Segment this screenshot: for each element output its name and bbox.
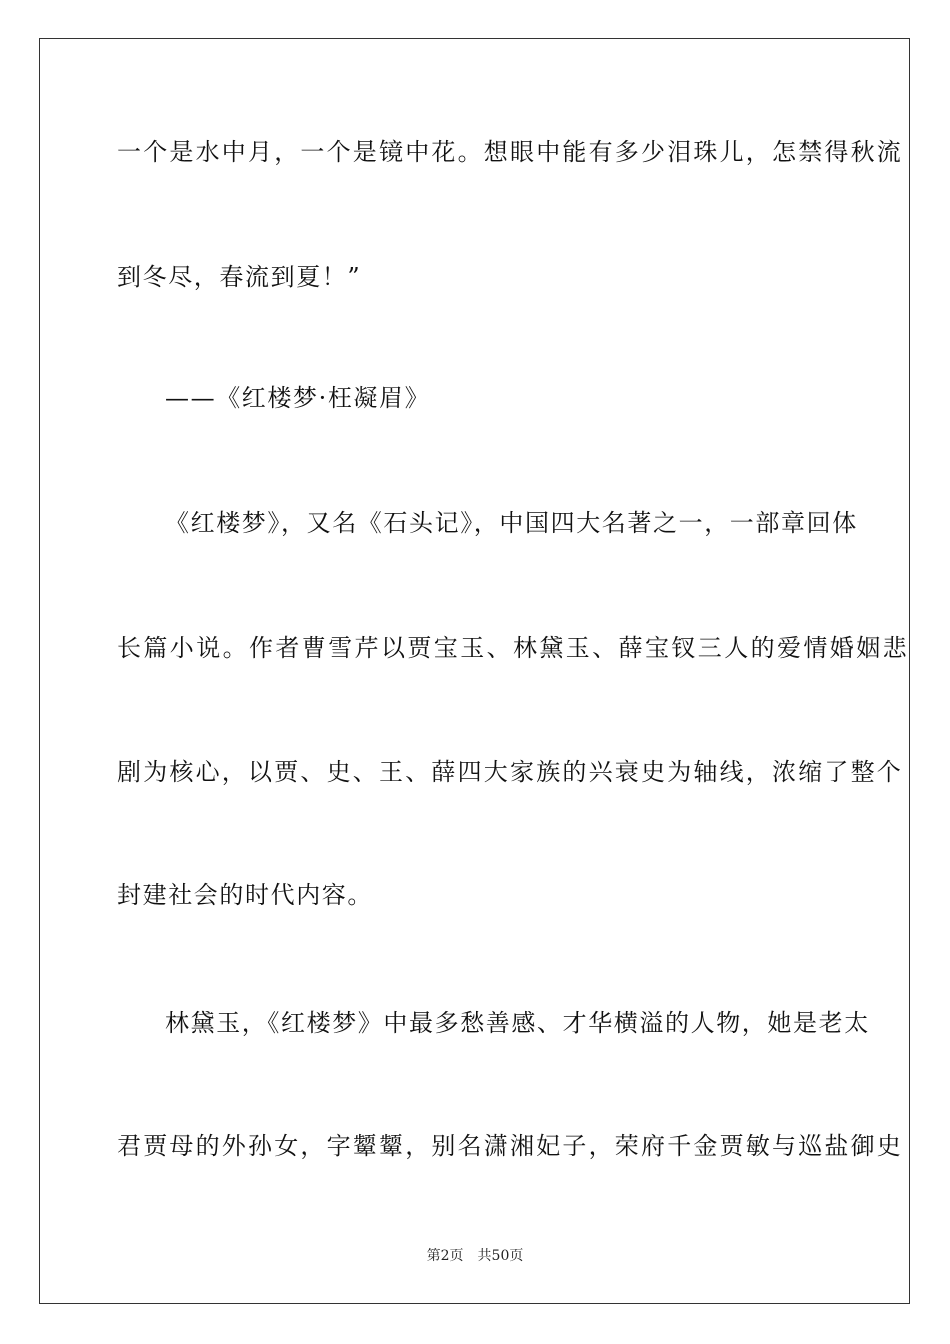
paragraph-1-line-1: 《红楼梦》，又名《石头记》，中国四大名著之一，一部章回体 — [165, 509, 858, 537]
citation-line: ——《红楼梦·枉凝眉》 — [165, 384, 431, 412]
page-number: 第2页 — [426, 1248, 464, 1264]
paragraph-2-line-2: 君贾母的外孙女，字颦颦，别名潇湘妃子，荣府千金贾敏与巡盐御史 — [117, 1132, 903, 1160]
text-line-2: 到冬尽，春流到夏！” — [117, 263, 362, 291]
paragraph-1-line-4: 封建社会的时代内容。 — [117, 881, 373, 909]
page-border — [39, 38, 910, 1304]
total-pages: 共50页 — [477, 1248, 524, 1264]
page-footer — [0, 1247, 950, 1265]
text-line-1: 一个是水中月，一个是镜中花。想眼中能有多少泪珠儿，怎禁得秋流 — [117, 138, 903, 166]
paragraph-1-line-2: 长篇小说。作者曹雪芹以贾宝玉、林黛玉、薛宝钗三人的爱情婚姻悲 — [117, 634, 909, 662]
paragraph-1-line-3: 剧为核心，以贾、史、王、薛四大家族的兴衰史为轴线，浓缩了整个 — [117, 758, 903, 786]
paragraph-2-line-1: 林黛玉，《红楼梦》中最多愁善感、才华横溢的人物，她是老太 — [165, 1009, 870, 1037]
